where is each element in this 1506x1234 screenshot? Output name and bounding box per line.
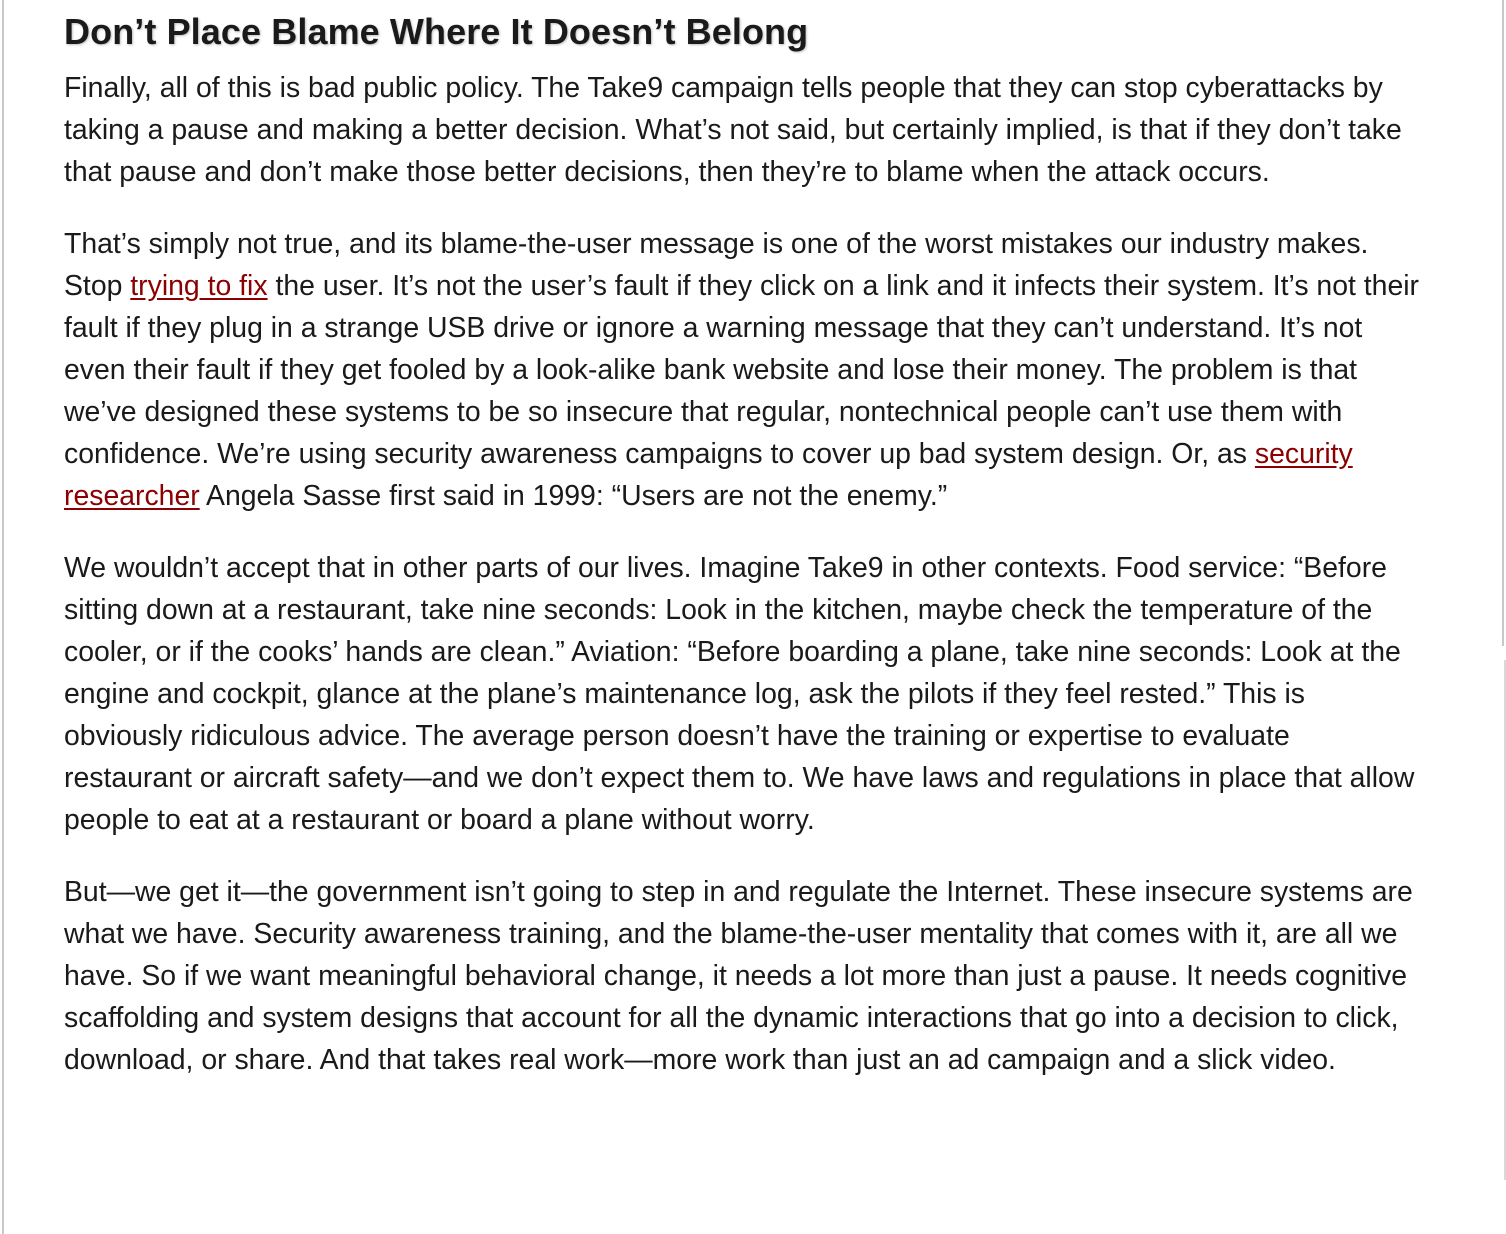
paragraph-2	[64, 223, 1424, 517]
article-body	[64, 8, 1424, 1111]
security-researcher-link[interactable]: security researcher	[64, 438, 1353, 512]
paragraph-2-text-1: That’s simply not true, and its blame-the-user message is one of the worst mistakes our industry makes. Stop	[64, 228, 1369, 302]
paragraph-1: Finally, all of this is bad public policy. The Take9 campaign tells people that they can stop cyberattacks by taking a pause and making a better decision. What’s not said, but certainly implied, is that if they don’t take that pause and don’t make those better decisions, then they’re to blame when the attack occurs.	[64, 72, 1402, 188]
section-heading: Don’t Place Blame Where It Doesn’t Belong	[64, 11, 809, 52]
trying-to-fix-link[interactable]: trying to fix	[130, 270, 268, 302]
page-left-border	[2, 0, 4, 1234]
paragraph-2-text-2: the user. It’s not the user’s fault if they click on a link and it infects their system. It’s not their fault if they plug in a strange USB drive or ignore a warning message that they can’t understand. It’s not even their fault if they get fooled by a look-alike bank website and lose their money. The problem is that we’ve designed these systems to be so insecure that regular, nontechnical people can’t use them with confidence. We’re using security awareness campaigns to cover up bad system design. Or, as	[64, 270, 1420, 470]
paragraph-2-text-3: Angela Sasse first said in 1999: “Users are not the enemy.”	[199, 480, 948, 512]
paragraph-3: We wouldn’t accept that in other parts of our lives. Imagine Take9 in other contexts. Food service: “Before sitting down at a restaurant, take nine seconds: Look in the kitchen, maybe check the temperature of the cooler, or if the cooks’ hands are clean.” Aviation: “Before boarding a plane, take nine seconds: Look at the engine and cockpit, glance at the plane’s maintenance log, ask the pilots if they feel rested.” This is obviously ridiculous advice. The average person doesn’t have the training or expertise to evaluate restaurant or aircraft safety—and we don’t expect them to. We have laws and regulations in place that allow people to eat at a restaurant or board a plane without worry.	[64, 552, 1415, 836]
paragraph-4: But—we get it—the government isn’t going to step in and regulate the Internet. These insecure systems are what we have. Security awareness training, and the blame-the-user mentality that comes with it, are all we have. So if we want meaningful behavioral change, it needs a lot more than just a pause. It needs cognitive scaffolding and system designs that account for all the dynamic interactions that go into a decision to click, download, or share. And that takes real work—more work than just an ad campaign and a slick video.	[64, 876, 1413, 1076]
page-right-border	[1502, 0, 1504, 646]
